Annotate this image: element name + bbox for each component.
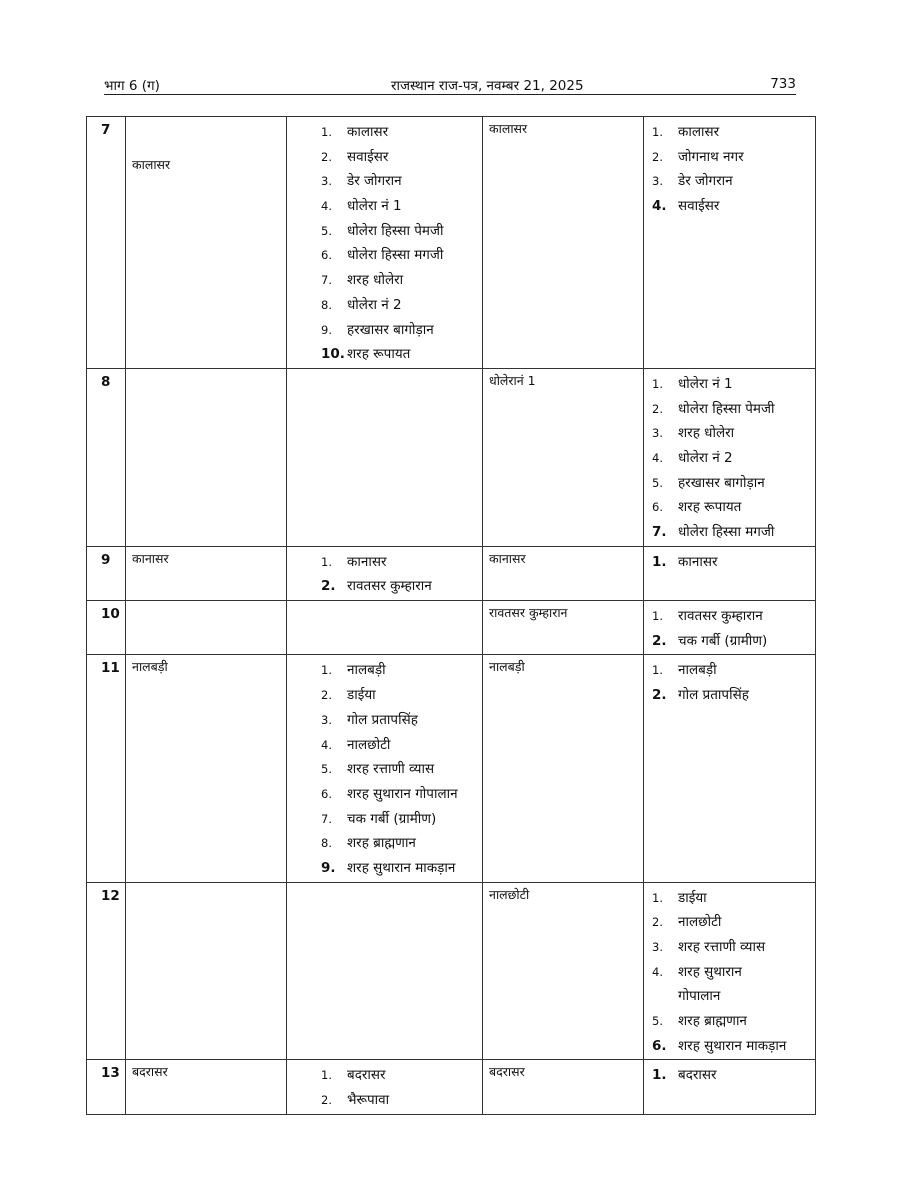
- village-name: कालासर: [678, 124, 720, 140]
- villages-cell: [287, 368, 483, 546]
- table-row: [87, 1060, 816, 1114]
- village-name: नालबड़ी: [347, 662, 386, 679]
- list2-list: [652, 658, 809, 707]
- new-villages-cell: [644, 368, 816, 546]
- list-item: [652, 1063, 809, 1088]
- village-name: धोलेरा नं 1: [678, 375, 733, 392]
- village-name: धोलेरा हिस्सा मगजी: [347, 247, 444, 264]
- list-item: [321, 683, 476, 708]
- serial-number: 12: [101, 887, 120, 904]
- item-serial: 6.: [321, 248, 332, 263]
- serial-cell: [87, 882, 126, 1060]
- list-item: [652, 145, 809, 170]
- list-item: [652, 683, 809, 708]
- list2-list: [652, 372, 809, 545]
- village-name: बदरासर: [347, 1067, 386, 1084]
- village-name: नालछोटी: [678, 914, 722, 931]
- village-name: चक गर्बी (ग्रामीण): [678, 632, 768, 649]
- new-panchayat-name: धोलेरानं 1: [489, 372, 536, 388]
- gazette-title: राजस्थान राज-पत्र, नवम्बर 21, 2025: [391, 78, 584, 94]
- village-name: शरह धोलेरा: [678, 425, 735, 442]
- panchayat-cell: [126, 882, 287, 1060]
- item-serial: 3.: [652, 940, 663, 954]
- list1-list: [321, 550, 476, 599]
- villages-cell: [287, 655, 483, 882]
- village-name: डाईया: [347, 687, 376, 704]
- list-item: [321, 1063, 476, 1088]
- item-serial: 7.: [321, 811, 332, 826]
- item-serial: 9.: [321, 859, 336, 876]
- new-villages-cell: [644, 601, 816, 655]
- village-name: बदरासर: [678, 1067, 717, 1084]
- village-name: धोलेरा हिस्सा पेमजी: [347, 222, 444, 239]
- village-name: डाईया: [678, 889, 707, 906]
- new-villages-cell: [644, 655, 816, 882]
- list-item: [652, 169, 809, 194]
- item-serial: 1.: [321, 663, 332, 678]
- villages-cell: [287, 601, 483, 655]
- list-item: [321, 120, 476, 145]
- serial-cell: [87, 368, 126, 546]
- list-item: [321, 268, 476, 293]
- village-name: रावतसर कुम्हारान: [678, 608, 763, 625]
- list2-list: [652, 1063, 809, 1088]
- village-name: डेर जोगरान: [347, 173, 402, 190]
- list-item: [652, 910, 809, 935]
- village-table: [86, 116, 816, 1115]
- item-serial: 6.: [652, 1037, 667, 1054]
- item-serial: 2.: [652, 632, 667, 649]
- gazette-part: भाग 6 (ग): [104, 78, 160, 94]
- list-item: [321, 550, 476, 575]
- village-name: शरह ब्राह्मणान: [347, 835, 416, 852]
- item-serial: 2.: [652, 149, 663, 164]
- village-name: कानासर: [347, 553, 387, 570]
- page-number: 733: [770, 76, 796, 92]
- village-name: सवाईसर: [678, 198, 720, 215]
- item-serial: 1.: [652, 376, 663, 391]
- list-item: [652, 658, 809, 683]
- serial-number: 9: [101, 551, 111, 568]
- item-serial: 2.: [652, 687, 667, 704]
- list1-list: [321, 1063, 476, 1112]
- list-item: [321, 169, 476, 194]
- list-item: [321, 782, 476, 807]
- list-item: [652, 421, 809, 446]
- list-item: [321, 145, 476, 170]
- table-row: [87, 117, 816, 369]
- item-serial: 6.: [321, 786, 332, 801]
- serial-cell: [87, 601, 126, 655]
- serial-cell: [87, 546, 126, 600]
- serial-cell: [87, 1060, 126, 1114]
- list-item: [321, 658, 476, 683]
- panchayat-cell: [126, 117, 287, 369]
- serial-number: 11: [101, 660, 120, 677]
- item-serial: 6.: [652, 500, 663, 515]
- village-name: शरह रत्ताणी व्यास: [678, 939, 766, 955]
- list-item: [652, 520, 809, 545]
- village-name: गोपालान: [678, 988, 721, 1005]
- item-serial: 3.: [321, 174, 332, 189]
- panchayat-cell: [126, 546, 287, 600]
- item-serial: 4.: [652, 964, 663, 979]
- serial-number: 10: [101, 606, 120, 623]
- village-name: हरखासर बागोड़ान: [347, 321, 434, 338]
- list-item: [321, 1088, 476, 1113]
- village-name: जोगनाथ नगर: [678, 148, 744, 165]
- list-item: [652, 495, 809, 520]
- list-item: [321, 318, 476, 343]
- table-row: [87, 546, 816, 600]
- villages-cell: [287, 1060, 483, 1114]
- panchayat-cell: [126, 601, 287, 655]
- village-name: सवाईसर: [347, 148, 389, 165]
- serial-cell: [87, 655, 126, 882]
- new-panchayat-cell: [483, 546, 644, 600]
- item-serial: 5.: [652, 1014, 663, 1029]
- village-name: शरह सुथारान माकड़ान: [347, 859, 456, 876]
- list-item: [321, 293, 476, 318]
- list-item: [321, 243, 476, 268]
- village-name: शरह सुथारान माकड़ान: [678, 1037, 787, 1054]
- new-panchayat-name: कालासर: [489, 121, 528, 136]
- village-name: धोलेरा नं 2: [678, 449, 733, 466]
- list-item: [652, 397, 809, 422]
- item-serial: 5.: [321, 223, 332, 238]
- item-serial: 1.: [652, 663, 663, 678]
- list1-list: [321, 120, 476, 367]
- new-villages-cell: [644, 1060, 816, 1114]
- item-serial: 1.: [652, 890, 663, 905]
- item-serial: 2.: [321, 688, 332, 703]
- list-item: [652, 372, 809, 397]
- list-item: [321, 807, 476, 832]
- item-serial: 5.: [321, 762, 332, 777]
- village-name: नालबड़ी: [678, 662, 717, 679]
- village-name: शरह रूपायत: [347, 346, 411, 363]
- list-item: [652, 1009, 809, 1034]
- item-serial: 7.: [652, 524, 667, 540]
- item-serial: 5.: [652, 475, 663, 490]
- item-serial: 3.: [321, 712, 332, 727]
- serial-number: 13: [101, 1065, 120, 1082]
- village-name: धोलेरा नं 2: [347, 296, 402, 313]
- serial-cell: [87, 117, 126, 369]
- list2-list: [652, 120, 809, 219]
- item-serial: 4.: [652, 198, 667, 215]
- panchayat-cell: [126, 368, 287, 546]
- item-serial: 2.: [321, 149, 332, 164]
- item-serial: 1.: [321, 554, 332, 569]
- list-item: [321, 219, 476, 244]
- item-serial: 1.: [652, 609, 663, 624]
- village-name: शरह रत्ताणी व्यास: [347, 761, 435, 778]
- village-name: शरह सुथारान गोपालान: [347, 785, 458, 802]
- new-panchayat-name: नालछोटी: [489, 886, 530, 902]
- item-serial: 2.: [652, 401, 663, 416]
- village-name: डेर जोगरान: [678, 173, 733, 190]
- item-serial: 1.: [321, 125, 332, 139]
- new-panchayat-cell: [483, 601, 644, 655]
- list-item: [652, 935, 809, 960]
- list-item: [652, 1034, 809, 1059]
- village-name: शरह ब्राह्मणान: [678, 1013, 747, 1030]
- serial-number: 8: [101, 373, 111, 390]
- list-item: [652, 550, 809, 575]
- new-villages-cell: [644, 117, 816, 369]
- list-item: [652, 960, 809, 985]
- item-serial: 3.: [652, 426, 663, 441]
- list-item: [321, 708, 476, 733]
- village-name: कालासर: [347, 124, 389, 140]
- new-panchayat-name: कानासर: [489, 550, 526, 566]
- village-name: नालछोटी: [347, 736, 391, 753]
- list2-list: [652, 886, 809, 1059]
- serial-number: 7: [101, 122, 111, 138]
- item-serial: 2.: [652, 915, 663, 930]
- item-serial: 4.: [321, 199, 332, 214]
- table-row: [87, 882, 816, 1060]
- village-name: चक गर्बी (ग्रामीण): [347, 810, 437, 827]
- list-item: [652, 984, 809, 1009]
- list-item: [652, 120, 809, 145]
- list-item: [652, 194, 809, 219]
- list-item: [321, 194, 476, 219]
- list-item: [652, 886, 809, 911]
- panchayat-name: बदरासर: [132, 1064, 168, 1080]
- village-name: शरह रूपायत: [678, 499, 742, 516]
- list-item: [321, 831, 476, 856]
- new-panchayat-cell: [483, 368, 644, 546]
- item-serial: 1.: [652, 125, 663, 139]
- table-row: [87, 368, 816, 546]
- item-serial: 7.: [321, 273, 332, 288]
- village-name: कानासर: [678, 553, 718, 570]
- village-name: गोल प्रतापसिंह: [678, 687, 749, 704]
- list-item: [652, 629, 809, 654]
- list-item: [321, 856, 476, 881]
- item-serial: 1.: [321, 1068, 332, 1083]
- list2-list: [652, 550, 809, 575]
- item-serial: 1.: [652, 553, 667, 570]
- list2-list: [652, 604, 809, 653]
- new-panchayat-cell: [483, 1060, 644, 1114]
- village-name: शरह सुथारान: [678, 963, 742, 980]
- village-name: रावतसर कुम्हारान: [347, 578, 432, 595]
- village-name: धोलेरा हिस्सा मगजी: [678, 524, 775, 540]
- village-name: धोलेरा नं 1: [347, 198, 402, 215]
- panchayat-name: कानासर: [132, 550, 169, 566]
- new-panchayat-name: बदरासर: [489, 1064, 525, 1080]
- page-header: [104, 76, 796, 95]
- village-name: गोल प्रतापसिंह: [347, 711, 418, 728]
- item-serial: 8.: [321, 297, 332, 312]
- new-panchayat-cell: [483, 117, 644, 369]
- new-panchayat-cell: [483, 655, 644, 882]
- villages-cell: [287, 546, 483, 600]
- panchayat-name: कालासर: [132, 157, 171, 172]
- item-serial: 3.: [652, 174, 663, 189]
- new-panchayat-cell: [483, 882, 644, 1060]
- villages-cell: [287, 117, 483, 369]
- villages-cell: [287, 882, 483, 1060]
- list-item: [652, 446, 809, 471]
- item-serial: 9.: [321, 322, 332, 337]
- list-item: [321, 574, 476, 599]
- village-name: शरह धोलेरा: [347, 272, 404, 289]
- list-item: [652, 471, 809, 496]
- item-serial: 8.: [321, 836, 332, 851]
- item-serial: 4.: [321, 737, 332, 752]
- new-villages-cell: [644, 546, 816, 600]
- table-row: [87, 655, 816, 882]
- new-villages-cell: [644, 882, 816, 1060]
- table-body: [87, 117, 816, 1115]
- item-serial: 4.: [652, 450, 663, 465]
- village-name: हरखासर बागोड़ान: [678, 474, 765, 491]
- item-serial: 2.: [321, 1093, 332, 1108]
- table-row: [87, 601, 816, 655]
- item-serial: 1.: [652, 1067, 667, 1084]
- list-item: [652, 604, 809, 629]
- village-name: धोलेरा हिस्सा पेमजी: [678, 400, 775, 417]
- list-item: [321, 757, 476, 782]
- panchayat-name: नालबड़ी: [132, 659, 168, 675]
- panchayat-cell: [126, 1060, 287, 1114]
- item-serial: 2.: [321, 578, 336, 595]
- new-panchayat-name: नालबड़ी: [489, 659, 525, 675]
- item-serial: 10.: [321, 346, 345, 363]
- list-item: [321, 342, 476, 367]
- new-panchayat-name: रावतसर कुम्हारान: [489, 605, 568, 621]
- village-name: भैरूपावा: [347, 1092, 390, 1109]
- list-item: [321, 733, 476, 758]
- list1-list: [321, 658, 476, 880]
- panchayat-cell: [126, 655, 287, 882]
